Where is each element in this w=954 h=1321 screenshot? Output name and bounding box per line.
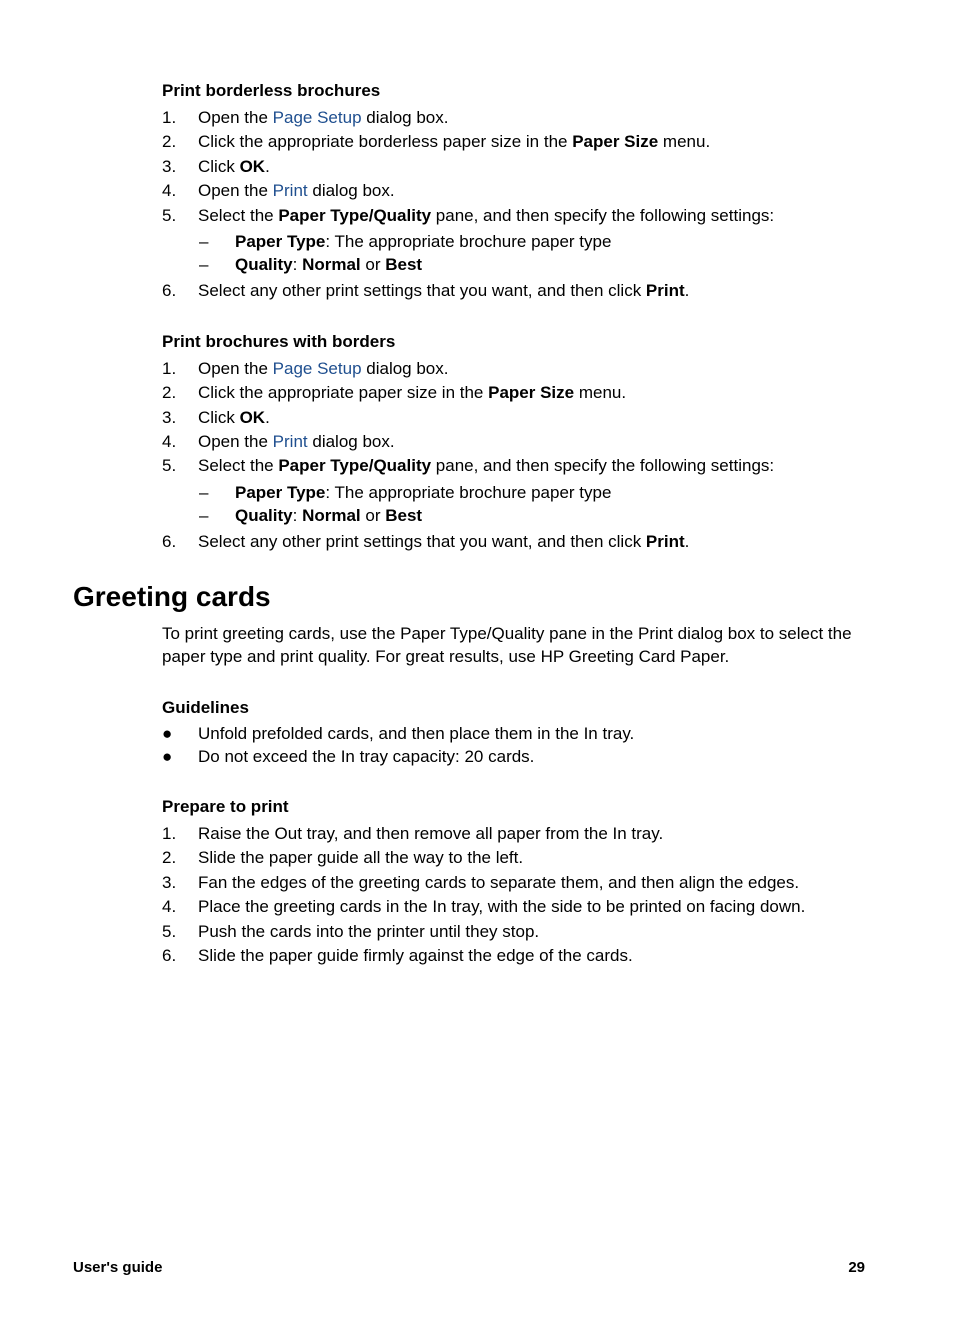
list-number: 4.: [162, 897, 177, 916]
list-number: 2.: [162, 132, 177, 151]
list-number: 3.: [162, 873, 177, 892]
text: .: [684, 281, 690, 300]
section-heading-borderless: Print borderless brochures: [162, 81, 381, 100]
text: Select any other print settings that you want, and then click: [198, 532, 646, 551]
text: Open the: [198, 181, 273, 200]
list-number: 4.: [162, 432, 177, 451]
list-number: 1.: [162, 824, 177, 843]
dash-marker: –: [199, 232, 209, 251]
text: or: [360, 506, 386, 525]
text: menu.: [658, 132, 711, 151]
dash-marker: –: [199, 255, 209, 274]
text: .: [684, 532, 690, 551]
text: Slide the paper guide all the way to the left.: [198, 848, 524, 867]
text: Click the appropriate borderless paper size in the: [198, 132, 573, 151]
list-number: 6.: [162, 946, 177, 965]
text: Select the: [198, 456, 279, 475]
text: Slide the paper guide firmly against the edge of the cards.: [198, 946, 633, 965]
bold-text: Best: [385, 255, 423, 274]
text: or: [360, 255, 386, 274]
list-number: 5.: [162, 206, 177, 225]
text: Fan the edges of the greeting cards to separate them, and then align the edges.: [198, 873, 800, 892]
text: Click: [198, 408, 240, 427]
text: Select any other print settings that you want, and then click: [198, 281, 646, 300]
bold-text: Paper Size: [488, 383, 575, 402]
print-link[interactable]: Print: [272, 181, 308, 200]
list-number: 5.: [162, 922, 177, 941]
bold-text: Print: [645, 281, 685, 300]
bold-text: Paper Type/Quality: [278, 206, 432, 225]
text: : The appropriate brochure paper type: [325, 483, 612, 502]
list-number: 5.: [162, 456, 177, 475]
text: menu.: [574, 383, 627, 402]
text: Push the cards into the printer until they stop.: [198, 922, 540, 941]
text: Open the: [198, 432, 273, 451]
bullet-icon: ●: [162, 747, 173, 766]
bold-text: Print: [645, 532, 685, 551]
intro-paragraph: To print greeting cards, use the Paper Type/Quality pane in the Print dialog box to select the paper type and print quality. For great results, use HP Greeting Card Paper.: [162, 624, 852, 666]
text: Raise the Out tray, and then remove all paper from the In tray.: [198, 824, 664, 843]
bold-text: OK: [239, 157, 266, 176]
bold-text: Quality: [235, 255, 293, 274]
dash-marker: –: [199, 483, 209, 502]
page-setup-link[interactable]: Page Setup: [272, 108, 362, 127]
text: pane, and then specify the following settings:: [431, 206, 775, 225]
text: Open the: [198, 359, 273, 378]
list-number: 1.: [162, 108, 177, 127]
text: :: [292, 506, 303, 525]
bullet-icon: ●: [162, 724, 173, 743]
text: Click the appropriate paper size in the: [198, 383, 489, 402]
list-number: 3.: [162, 408, 177, 427]
list-number: 3.: [162, 157, 177, 176]
list-number: 2.: [162, 383, 177, 402]
bold-text: Paper Type: [235, 483, 326, 502]
text: dialog box.: [361, 359, 449, 378]
text: .: [265, 408, 270, 427]
section-heading-prepare: Prepare to print: [162, 797, 289, 816]
text: dialog box.: [307, 181, 395, 200]
bold-text: Paper Size: [572, 132, 659, 151]
dash-marker: –: [199, 506, 209, 525]
section-heading-borders: Print brochures with borders: [162, 332, 396, 351]
bold-text: Normal: [302, 255, 361, 274]
print-link[interactable]: Print: [272, 432, 308, 451]
list-number: 4.: [162, 181, 177, 200]
text: .: [265, 157, 270, 176]
text: dialog box.: [307, 432, 395, 451]
text: Click: [198, 157, 240, 176]
bold-text: Quality: [235, 506, 293, 525]
page-setup-link[interactable]: Page Setup: [272, 359, 362, 378]
list-number: 6.: [162, 281, 177, 300]
bold-text: Best: [385, 506, 423, 525]
page-number: 29: [848, 1259, 865, 1276]
list-number: 1.: [162, 359, 177, 378]
text: dialog box.: [361, 108, 449, 127]
footer-guide-label: User's guide: [73, 1259, 163, 1276]
bold-text: Paper Type/Quality: [278, 456, 432, 475]
text: pane, and then specify the following settings:: [431, 456, 775, 475]
text: Place the greeting cards in the In tray, with the side to be printed on facing down.: [198, 897, 806, 916]
section-heading-guidelines: Guidelines: [162, 698, 249, 717]
bold-text: Normal: [302, 506, 361, 525]
text: Unfold prefolded cards, and then place them in the In tray.: [198, 724, 635, 743]
list-number: 6.: [162, 532, 177, 551]
bold-text: Paper Type: [235, 232, 326, 251]
text: :: [292, 255, 303, 274]
list-number: 2.: [162, 848, 177, 867]
text: Select the: [198, 206, 279, 225]
text: Open the: [198, 108, 273, 127]
page-title: Greeting cards: [73, 581, 271, 612]
bold-text: OK: [239, 408, 266, 427]
text: : The appropriate brochure paper type: [325, 232, 612, 251]
text: Do not exceed the In tray capacity: 20 cards.: [198, 747, 535, 766]
